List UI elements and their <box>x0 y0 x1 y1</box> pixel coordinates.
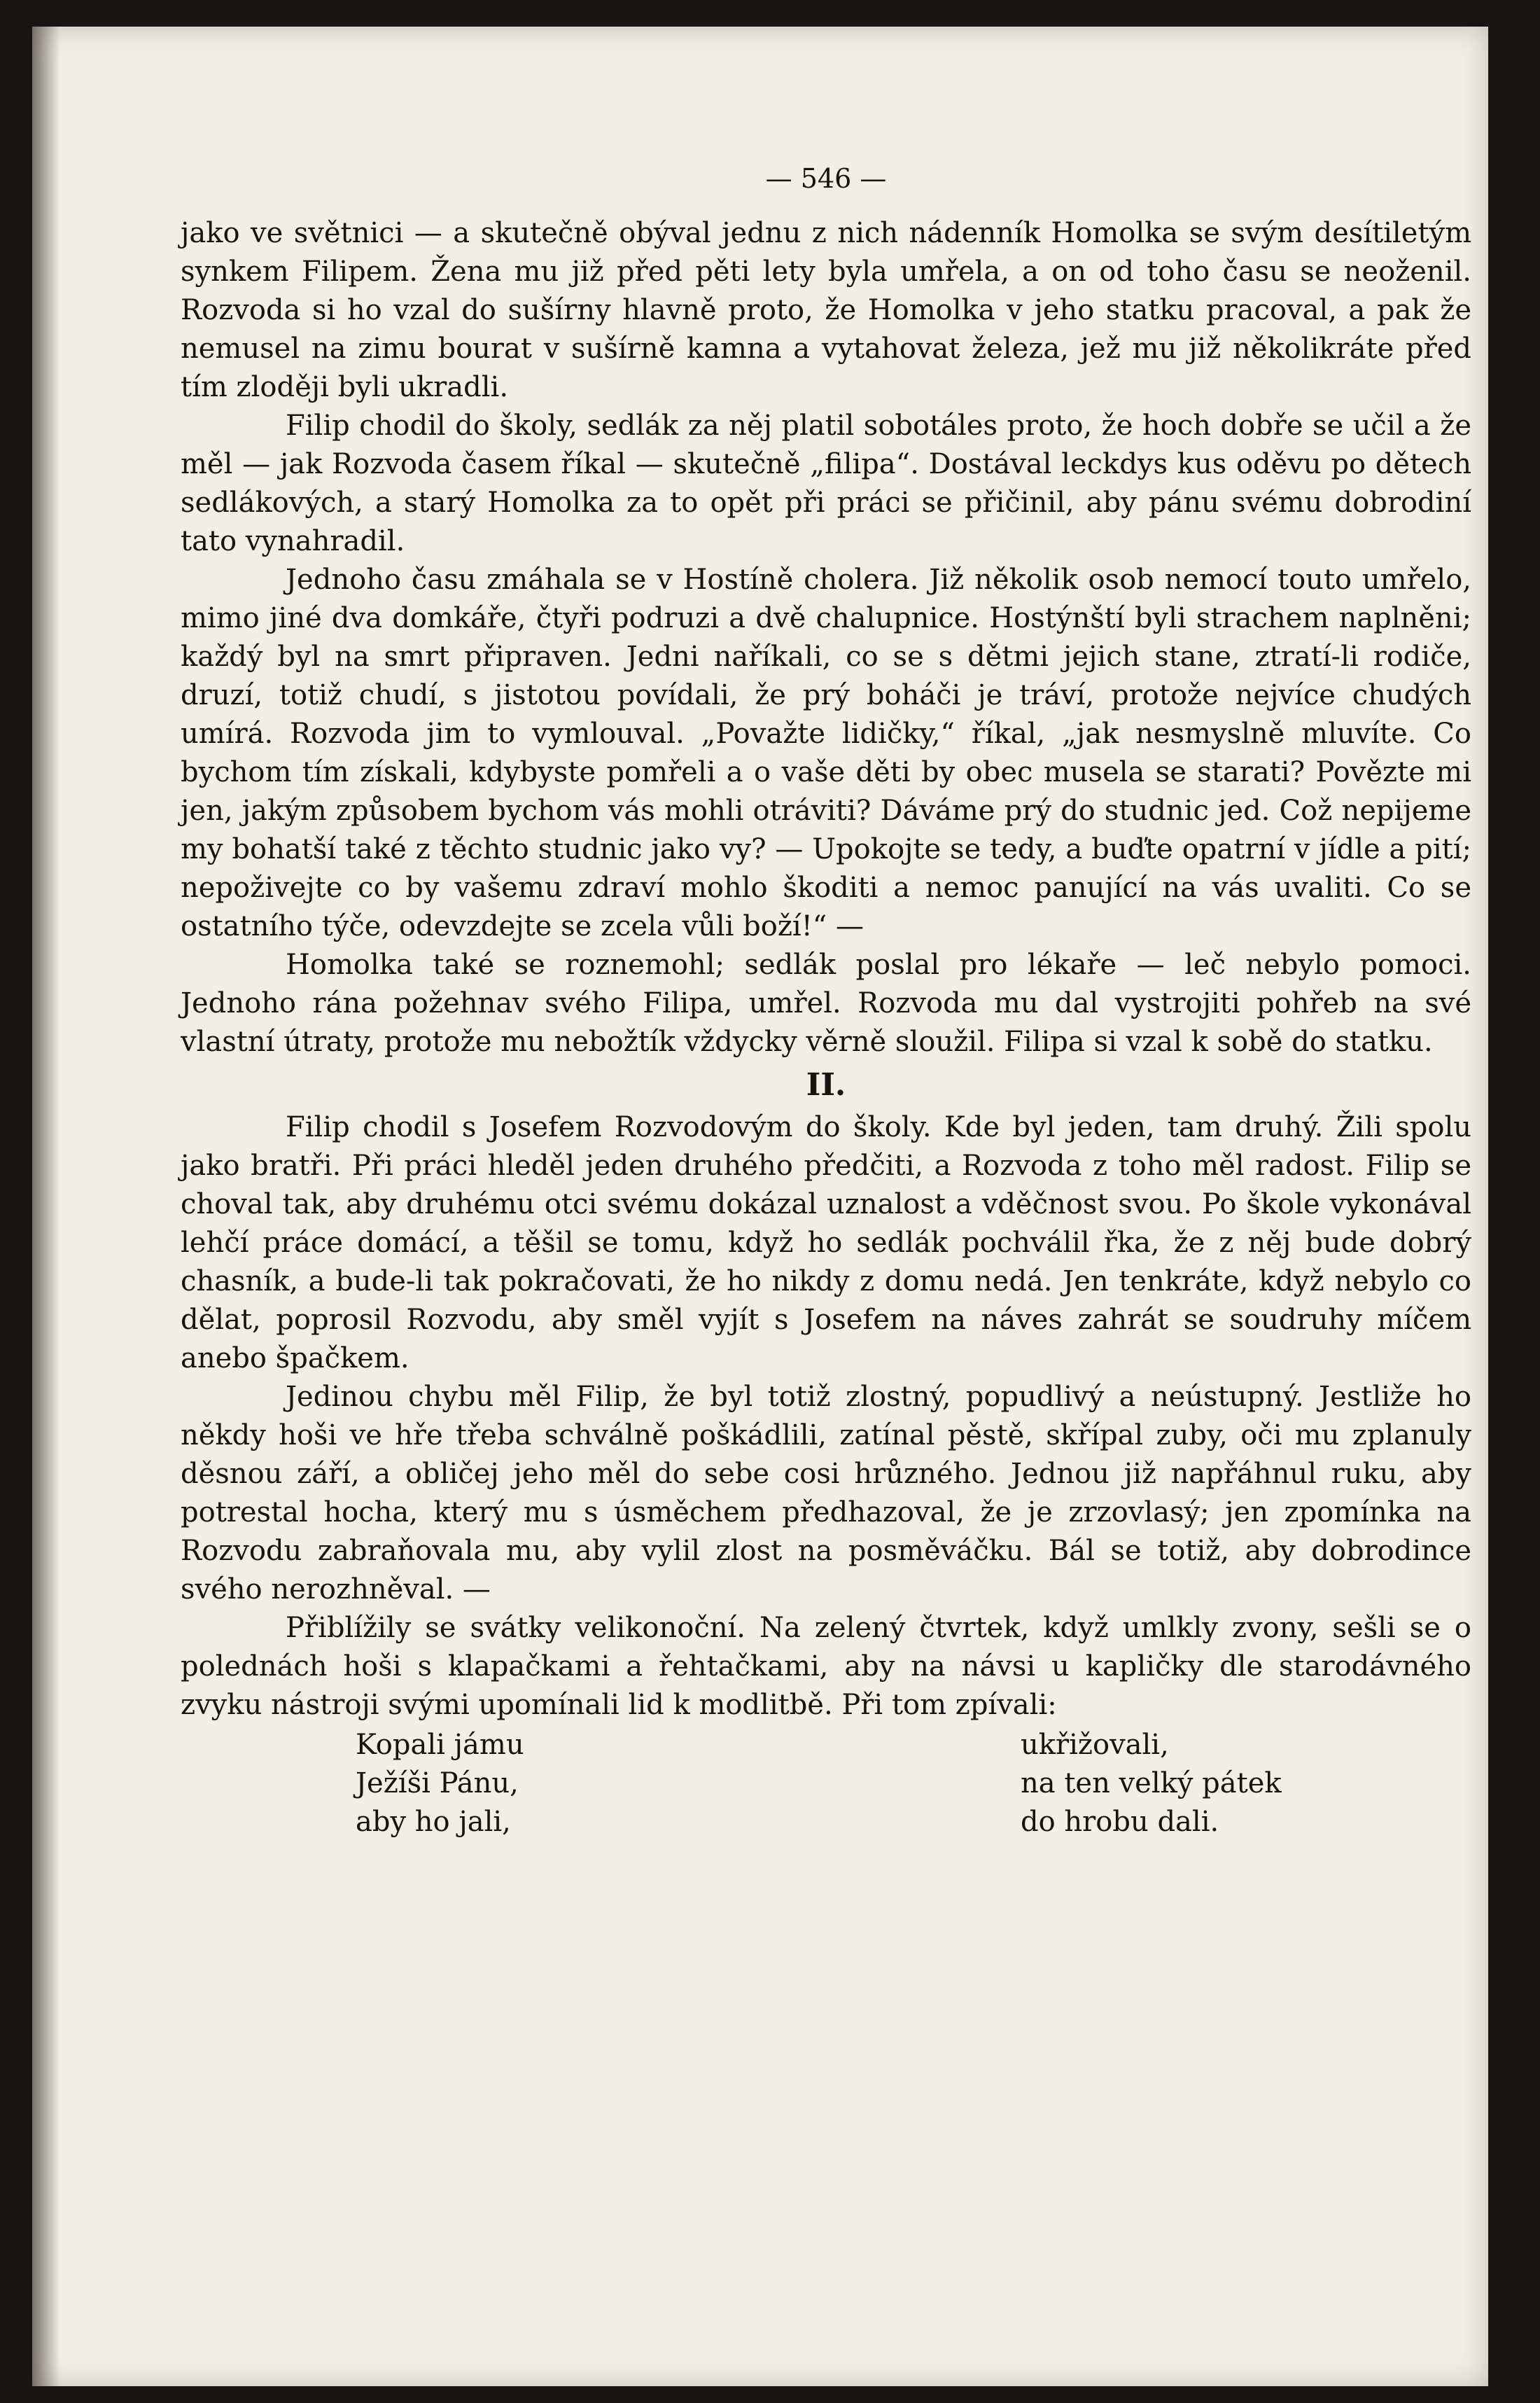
paragraph-6: Jedinou chybu měl Filip, že byl totiž zlostný, popudlivý a neústupný. Jestliže ho někdy hoši ve hře třeba schválně poškádlili, zatínal pěstě, skřípal zuby, oči mu zplanuly děsnou září, a obličej jeho měl do sebe cosi hrůzného. Jednou již napřáhnul ruku, aby potrestal hocha, který mu s úsměchem předhazoval, že je zrzovlasý; jen zpomínka na Rozvodu zabraňovala mu, aby vylil zlost na posměváčku. Bál se totiž, aby dobrodince svého nerozhněval. — <box>181 1381 1471 1606</box>
section-heading: II. <box>806 1067 846 1103</box>
song-left-column <box>356 1726 524 1841</box>
page-number: — 546 — <box>765 163 887 194</box>
song-line: Kopali jámu <box>356 1729 524 1761</box>
paragraph-5: Filip chodil s Josefem Rozvodovým do školy. Kde byl jeden, tam druhý. Žili spolu jako bratři. Při práci hleděl jeden druhého předčiti, a Rozvoda z toho měl radost. Filip se choval tak, aby druhému otci svému dokázal uznalost a vděčnost svou. Po škole vykonával lehčí práce domácí, a těšil se tomu, když ho sedlák pochválil řka, že z něj bude dobrý chasník, a bude-li tak pokračovati, že ho nikdy z domu nedá. Jen tenkráte, když nebylo co dělat, poprosil Rozvodu, aby směl vyjít s Josefem na náves zahrát se soudruhy míčem anebo špačkem. <box>181 1111 1471 1374</box>
song-line: na ten velký pátek <box>1021 1767 1282 1799</box>
song-line: do hrobu dali. <box>1021 1806 1219 1838</box>
song-line: aby ho jali, <box>356 1806 511 1838</box>
song-line: ukřižovali, <box>1021 1729 1169 1761</box>
page-text <box>181 154 1471 1845</box>
paragraph-1: jako ve světnici — a skutečně obýval jednu z nich nádenník Homolka se svým desítiletým synkem Filipem. Žena mu již před pěti lety byla umřela, a on od toho času se neoženil. Rozvoda si ho vzal do sušírny hlavně proto, že Homolka v jeho statku pracoval, a pak že nemusel na zimu bourat v sušírně kamna a vytahovat železa, jež mu již několikráte před tím zloději byli ukradli. <box>181 217 1471 403</box>
paragraph-3: Jednoho času zmáhala se v Hostíně cholera. Již několik osob nemocí touto umřelo, mimo jiné dva domkáře, čtyři podruzi a dvě chalupnice. Hostýnští byli strachem naplněni; každý byl na smrt připraven. Jedni naříkali, co se s dětmi jejich stane, ztratí-li rodiče, druzí, totiž chudí, s jistotou povídali, že prý boháči je tráví, protože nejvíce chudých umírá. Rozvoda jim to vymlouval. „Považte lidičky,“ říkal, „jak nesmyslně mluvíte. Co bychom tím získali, kdybyste pomřeli a o vaše děti by obec musela se starati? Povězte mi jen, jakým způsobem bychom vás mohli otráviti? Dáváme prý do studnic jed. Což nepijeme my bohatší také z těchto studnic jako vy? — Upokojte se tedy, a buďte opatrní v jídle a pití; nepoživejte co by vašemu zdraví mohlo škoditi a nemoc panující na vás uvaliti. Co se ostatního týče, odevzdejte se zcela vůli boží!“ — <box>181 564 1471 942</box>
song-verse <box>181 1726 1471 1845</box>
paragraph-7: Přiblížily se svátky velikonoční. Na zelený čtvrtek, když umlkly zvony, sešli se o polednách hoši s klapačkami a řehtačkami, aby na návsi u kapličky dle starodávného zvyku nástroji svými upomínali lid k modlitbě. Při tom zpívali: <box>181 1612 1471 1721</box>
page-binding-shadow <box>32 27 60 2386</box>
paragraph-2: Filip chodil do školy, sedlák za něj platil sobotáles proto, že hoch dobře se učil a že měl — jak Rozvoda časem říkal — skutečně „filipa“. Dostával leckdys kus oděvu po dětech sedlákových, a starý Homolka za to opět při práci se přičinil, aby pánu svému dobrodiní tato vynahradil. <box>181 410 1471 557</box>
song-right-column <box>1021 1726 1282 1841</box>
song-line: Ježíši Pánu, <box>356 1767 519 1799</box>
paragraph-4: Homolka také se roznemohl; sedlák poslal pro lékaře — leč nebylo pomoci. Jednoho rána požehnav svého Filipa, umřel. Rozvoda mu dal vystrojiti pohřeb na své vlastní útraty, protože mu nebožtík vždycky věrně sloužil. Filipa si vzal k sobě do statku. <box>181 949 1471 1058</box>
